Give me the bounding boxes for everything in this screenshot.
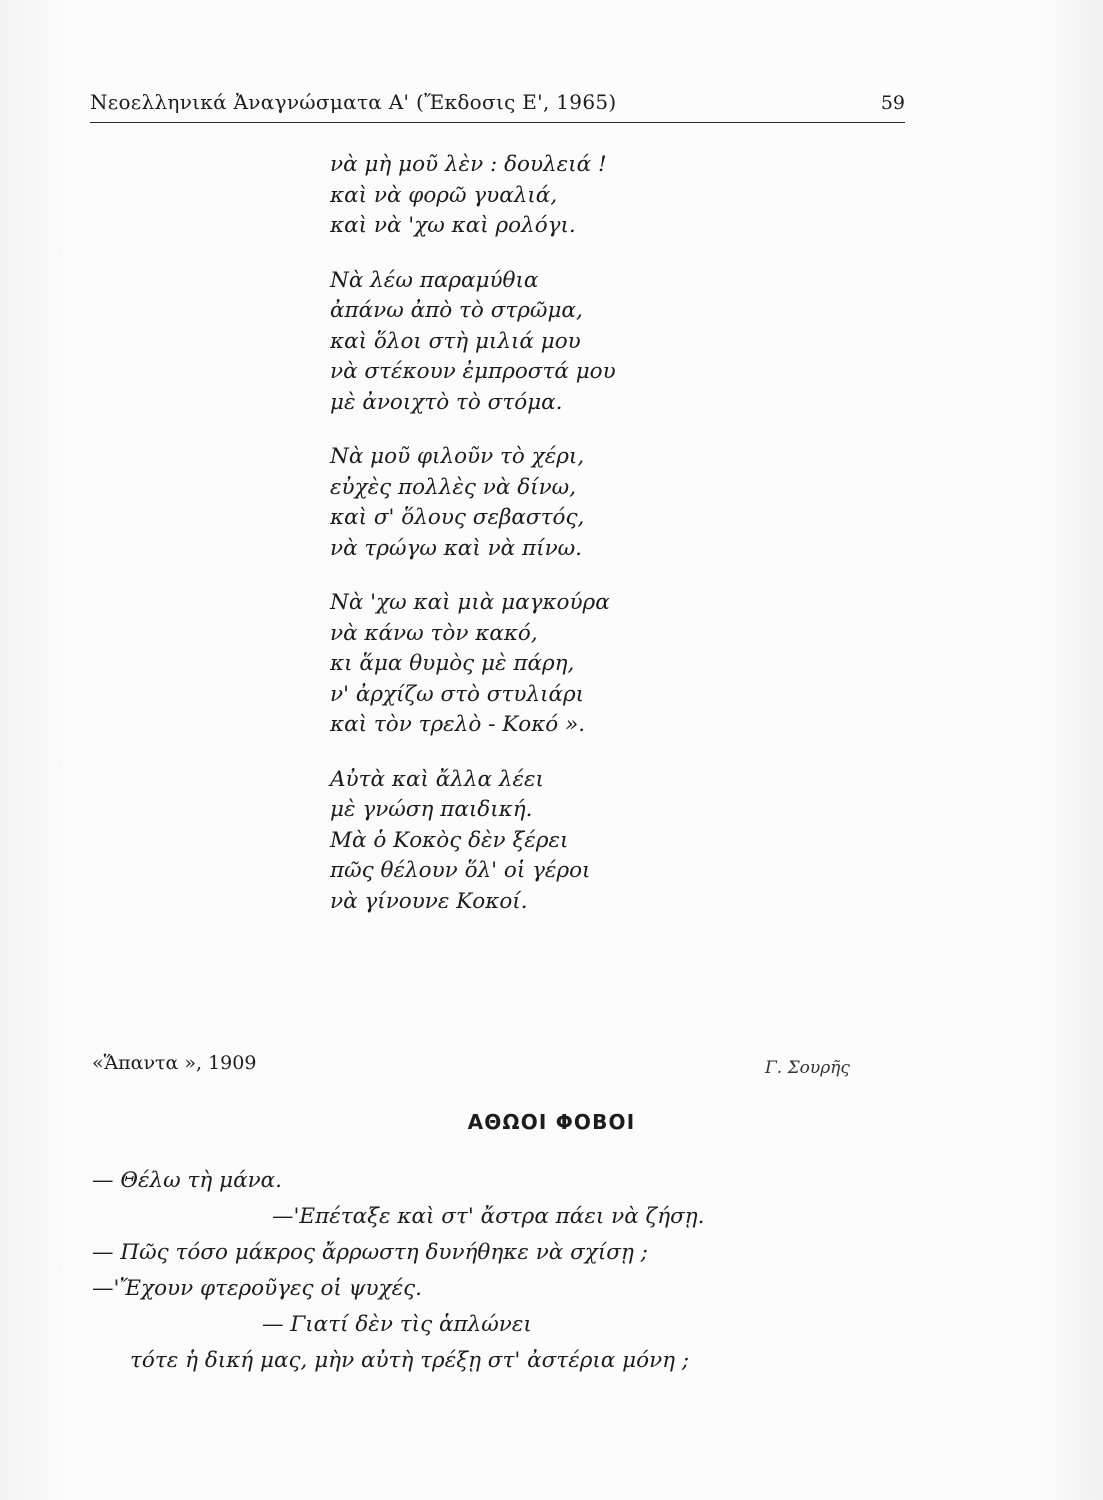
poem-line: καὶ νὰ 'χω καὶ ρολόγι. — [330, 213, 576, 238]
poem — [330, 150, 750, 941]
poem-line: πῶς θέλουν ὅλ' οἱ γέροι — [330, 858, 591, 883]
poem-line: ἀπάνω ἀπὸ τὸ στρῶμα, — [330, 298, 583, 323]
stanza — [330, 266, 750, 419]
dialogue-line: — Πῶς τόσο μάκρος ἄρρωστη δυνήθηκε νὰ σχίσῃ ; — [92, 1240, 648, 1265]
stanza — [330, 765, 750, 918]
dialogue-line: — Γιατί δὲν τὶς ἁπλώνει — [262, 1312, 532, 1337]
poem-line: νὰ τρώγω καὶ νὰ πίνω. — [330, 535, 583, 561]
running-header — [90, 84, 905, 124]
poem-line: νὰ γίνουνε Κοκοί. — [330, 888, 528, 914]
poem-line: Μὰ ὁ Κοκὸς δὲν ξέρει — [330, 827, 569, 853]
poem-line: ν' ἀρχίζω στὸ στυλιάρι — [330, 681, 585, 707]
poem-line: νὰ στέκουν ἐμπροστά μου — [330, 359, 616, 384]
poem-line: μὲ ἀνοιχτὸ τὸ στόμα. — [330, 389, 563, 415]
poem-line: Αὐτὰ καὶ ἄλλα λέει — [330, 766, 544, 792]
poem-line: καὶ νὰ φορῶ γυαλιά, — [330, 182, 558, 208]
page-number: 59 — [880, 92, 905, 114]
dialogue-line: — Θέλω τὴ μάνα. — [92, 1168, 283, 1193]
section-title: ΑΘΩΟΙ ΦΟΒΟΙ — [467, 1110, 636, 1134]
poem-line: μὲ γνώση παιδική. — [330, 797, 533, 822]
poem-line: κι ἅμα θυμὸς μὲ πάρη, — [330, 651, 575, 676]
dialogue-line: —'Ἔχουν φτεροῦγες οἱ ψυχές. — [92, 1276, 423, 1301]
poem-line: νὰ κάνω τὸν κακό, — [330, 620, 538, 646]
poem-line: εὐχὲς πολλὲς νὰ δίνω, — [330, 474, 577, 500]
header-rule — [90, 122, 905, 123]
poem-line: Νὰ μοῦ φιλοῦν τὸ χέρι, — [330, 444, 585, 469]
dialogue-line: —'Επέταξε καὶ στ' ἄστρα πάει νὰ ζήσῃ. — [272, 1204, 705, 1229]
poem-line: Νὰ λέω παραμύθια — [330, 267, 539, 293]
poem-line: καὶ ὅλοι στὴ μιλιά μου — [330, 328, 581, 354]
stanza — [330, 442, 750, 564]
poem-line: καὶ τὸν τρελὸ - Κοκό ». — [330, 712, 586, 737]
stanza — [330, 588, 750, 741]
dialogue-line: τότε ἡ δική μας, μὴν αὐτὴ τρέξῃ στ' ἀστέρια μόνη ; — [130, 1348, 690, 1373]
poem-line: Νὰ 'χω καὶ μιὰ μαγκούρα — [330, 590, 610, 615]
poem-line: νὰ μὴ μοῦ λὲν : δουλειά ! — [330, 152, 607, 177]
header-title: Νεοελληνικά Ἀναγνώσματα Α' (Ἔκδοσις Ε', 1965) — [90, 90, 617, 114]
stanza — [330, 150, 750, 242]
source-citation: «Ἅπαντα », 1909 — [92, 1052, 257, 1074]
author-signature: Γ. Σουρῆς — [765, 1058, 850, 1078]
poem-line: καὶ σ' ὅλους σεβαστός, — [330, 505, 585, 530]
